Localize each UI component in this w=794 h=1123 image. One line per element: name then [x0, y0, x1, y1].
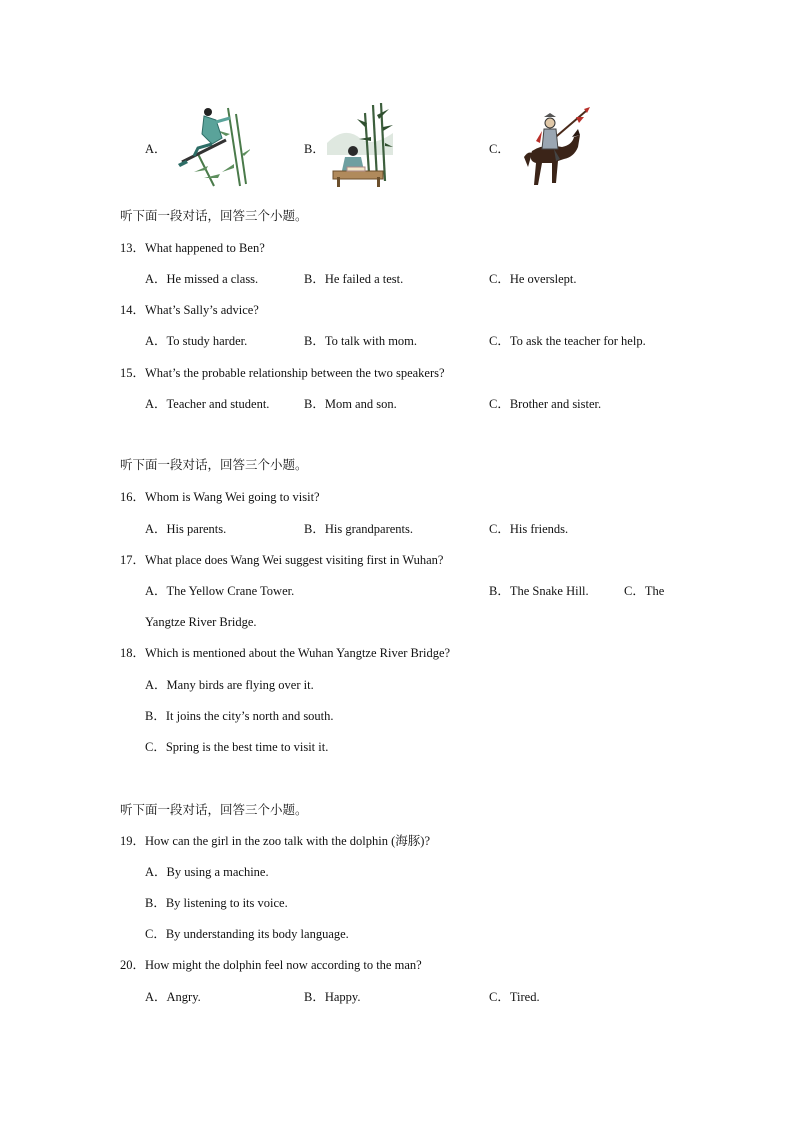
question-17-option-a: A．The Yellow Crane Tower. [145, 584, 295, 598]
section-instruction: 听下面一段对话，回答三个小题。 [120, 802, 308, 817]
question-19-option-b: B．By listening to its voice. [145, 896, 288, 910]
question-17-stem: 17．What place does Wang Wei suggest visiting first in Wuhan? [120, 553, 444, 567]
question-14-option-b: B．To talk with mom. [304, 334, 418, 348]
question-18-stem: 18．Which is mentioned about the Wuhan Yangtze River Bridge? [120, 646, 451, 660]
question-15-option-a: A．Teacher and student. [145, 397, 270, 411]
question-15-stem: 15．What’s the probable relationship between the two speakers? [120, 366, 445, 380]
question-17-option-c-continued: Yangtze River Bridge. [145, 615, 257, 629]
section-instruction: 听下面一段对话，回答三个小题。 [120, 208, 308, 223]
scholar-bamboo-illustration-icon [327, 103, 393, 191]
question-16-stem: 16．Whom is Wang Wei going to visit? [120, 490, 320, 504]
question-15-option-c: C．Brother and sister. [489, 397, 602, 411]
question-13-option-c: C．He overslept. [489, 272, 577, 286]
question-16-option-a: A．His parents. [145, 522, 227, 536]
image-option-a-label: A． [145, 142, 167, 156]
question-19-stem: 19．How can the girl in the zoo talk with the dolphin (海豚)? [120, 834, 431, 848]
horse-rider-illustration-icon [514, 107, 592, 191]
question-16-option-b: B．His grandparents. [304, 522, 414, 536]
question-18-option-b: B．It joins the city’s north and south. [145, 709, 334, 723]
question-14-stem: 14．What’s Sally’s advice? [120, 303, 259, 317]
question-18-option-c: C．Spring is the best time to visit it. [145, 740, 329, 754]
question-19-option-c: C．By understanding its body language. [145, 927, 349, 941]
question-20-option-c: C．Tired. [489, 990, 540, 1004]
question-20-stem: 20．How might the dolphin feel now according to the man? [120, 958, 422, 972]
question-17-option-c: C．The [624, 584, 665, 598]
question-16-option-c: C．His friends. [489, 522, 569, 536]
question-17-option-b: B．The Snake Hill. [489, 584, 589, 598]
section-instruction: 听下面一段对话，回答三个小题。 [120, 457, 308, 472]
image-option-c-label: C． [489, 142, 510, 156]
question-13-stem: 13．What happened to Ben? [120, 241, 265, 255]
image-option-b-label: B． [304, 142, 325, 156]
bamboo-climber-illustration-icon [168, 104, 250, 188]
question-20-option-a: A．Angry. [145, 990, 201, 1004]
question-20-option-b: B．Happy. [304, 990, 361, 1004]
question-15-option-b: B．Mom and son. [304, 397, 397, 411]
question-14-option-a: A．To study harder. [145, 334, 248, 348]
question-13-option-a: A．He missed a class. [145, 272, 259, 286]
question-19-option-a: A．By using a machine. [145, 865, 269, 879]
question-14-option-c: C．To ask the teacher for help. [489, 334, 646, 348]
question-18-option-a: A．Many birds are flying over it. [145, 678, 314, 692]
question-13-option-b: B．He failed a test. [304, 272, 404, 286]
